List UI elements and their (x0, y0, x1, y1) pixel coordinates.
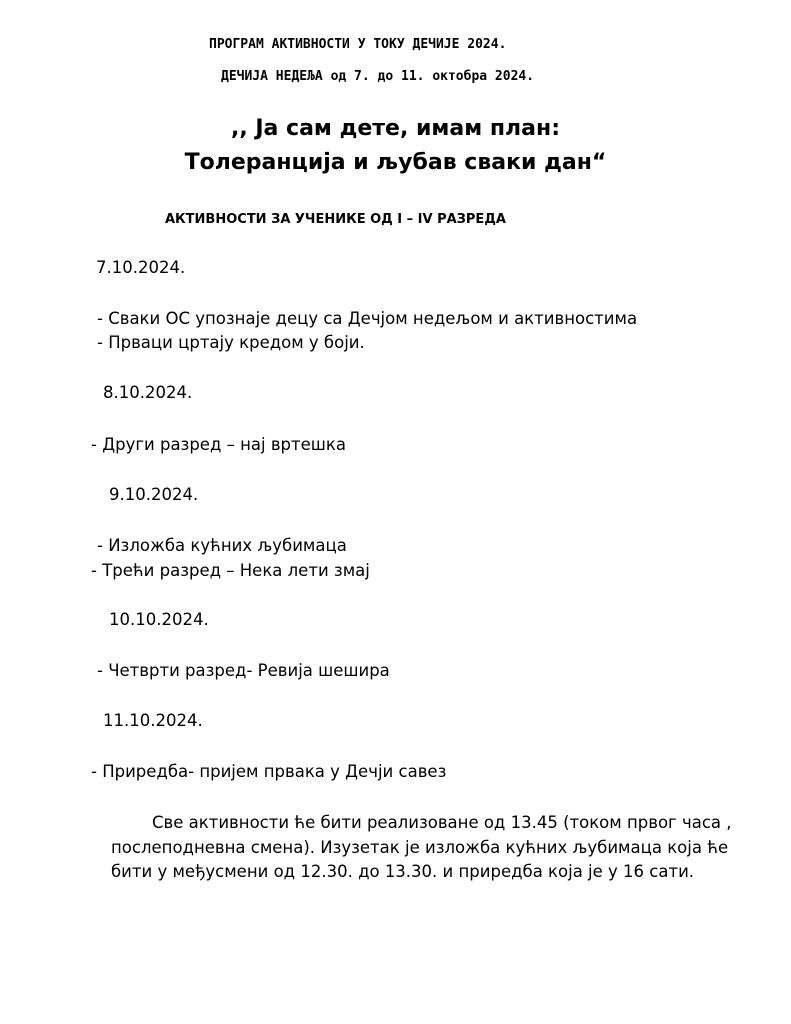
slogan-title-line-1: ,, Ја сам дете, имам план: (230, 116, 560, 141)
schedule-date: 8.10.2024. (103, 383, 193, 402)
schedule-item: - Прваци цртају кредом у боји. (97, 333, 365, 352)
program-header-line-2: ДЕЧИЈА НЕДЕЉА од 7. до 11. октобра 2024. (221, 69, 535, 84)
note-line-2: послеподневна смена). Изузетак је изложба кућних љубимаца која ће (111, 838, 729, 857)
slogan-title-line-2: Толеранција и љубав сваки дан“ (184, 150, 607, 175)
schedule-item: - Други разред – нај вртешка (91, 435, 346, 454)
schedule-item: - Изложба кућних љубимаца (97, 536, 347, 555)
program-header-line-1: ПРОГРАМ АКТИВНОСТИ У ТОКУ ДЕЧИЈЕ 2024. (209, 37, 507, 52)
schedule-date: 9.10.2024. (109, 485, 199, 504)
section-heading: АКТИВНОСТИ ЗА УЧЕНИКЕ ОД I – IV РАЗРЕДА (165, 212, 506, 227)
schedule-item: - Трећи разред – Нека лети змај (91, 561, 370, 580)
note-line-3: бити у међусмени од 12.30. до 13.30. и приредба која је у 16 сати. (111, 862, 695, 881)
schedule-date: 7.10.2024. (96, 258, 186, 277)
schedule-date: 11.10.2024. (103, 711, 203, 730)
schedule-item: - Приредба- пријем првака у Дечји савез (91, 762, 447, 781)
schedule-item: - Сваки ОС упознаје децу са Дечјом недељом и активностима (97, 309, 638, 328)
note-line-1: Све активности ће бити реализоване од 13.45 (током првог часа , (152, 813, 732, 832)
schedule-item: - Четврти разред- Ревија шешира (97, 661, 390, 680)
schedule-date: 10.10.2024. (109, 610, 209, 629)
